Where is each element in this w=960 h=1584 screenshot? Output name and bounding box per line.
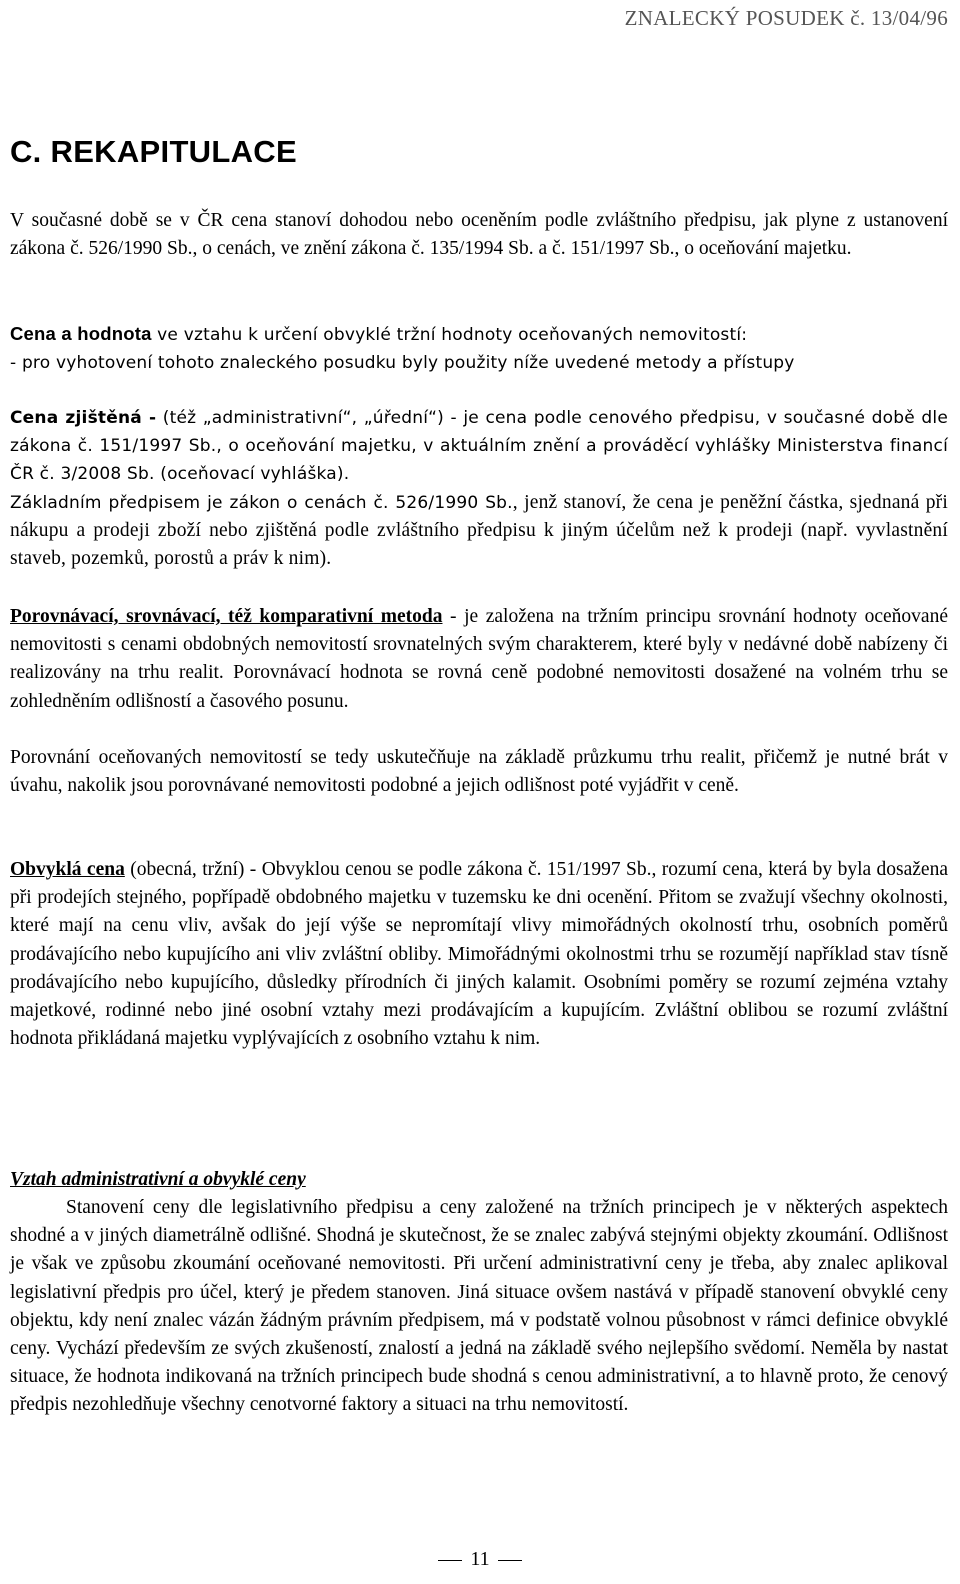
porovnavaci-paragraph-2: Porovnání oceňovaných nemovitostí se tedy uskutečňuje na základě průzkumu trhu realit, přičemž je nutné brát v úvahu, nakolik jsou porovnávané nemovitosti podobné a jejich odlišnost poté vyjádřit v ceně.: [10, 747, 948, 797]
obvykla-term: Obvyklá cena: [10, 859, 125, 880]
porovnavaci-paragraph: [10, 603, 948, 716]
cena-zjistena-text2b: , jenž stanoví, že cena je peněžní částka, sjednaná při nákupu a prodeji zboží nebo zjištěná podle zvláštního předpisu k jiným účelům než k prodeji (např. vyvlastnění staveb, pozemků, porostů a práv k nim).: [10, 491, 948, 570]
cena-zjistena-text: (též „administrativní“, „úřední“) - je cena podle cenového předpisu, v současné době dle zákona č. 151/1997 Sb., o oceňování majetku, v aktuálním znění a prováděcí vyhlášky Ministerstva financí ČR č. 3/2008 Sb. (oceňovací vyhláška).: [10, 408, 948, 485]
cena-hodnota-term: Cena a hodnota: [10, 323, 152, 344]
cena-hodnota-paragraph: [10, 320, 948, 377]
footer-dash-right: [498, 1560, 522, 1561]
section-title: C. REKAPITULACE: [10, 134, 297, 169]
porovnavaci-text: - je založena na tržním principu srovnání hodnoty oceňované nemovitosti s cenami obdobných nemovitostí srovnatelných svým charakterem, které byly v nedávné době nabízeny či realizovány na trhu realit. Porovnávací hodnota se rovná ceně podobné nemovitosti dosažené na volném trhu se zohledněním odlišností a časového posunu.: [10, 606, 948, 712]
obvykla-text: (obecná, tržní) - Obvyklou cenou se podle zákona č. 151/1997 Sb., rozumí cena, která by byla dosažena při prodejích stejného, popřípadě obdobného majetku v tuzemsku ke dni ocenění. Přitom se zvažují všechny okolnosti, které mají na cenu vliv, avšak do její výše se nepromítají vlivy mimořádných okolností trhu, osobních poměrů prodávajícího nebo kupujícího ani vliv zvláštní obliby. Mimořádnými okolnostmi trhu se rozumějí například stav tísně prodávajícího nebo kupujícího, důsledky přírodních či jiných kalamit. Osobními poměry se rozumí zejména vztahy majetkové, rodinné nebo jiné osobní vztahy mezi prodávajícím a kupujícím. Zvláštní oblibou se rozumí zvláštní hodnota přikládaná majetku vyplývajících z osobního vztahu k nim.: [10, 859, 948, 1050]
cena-hodnota-line2: - pro vyhotovení tohoto znaleckého posudku byly použity níže uvedené metody a přístupy: [10, 353, 795, 374]
obvykla-paragraph: [10, 856, 948, 1053]
cena-zjistena-paragraph: [10, 404, 948, 573]
cena-zjistena-text2a: Základním předpisem je zákon o cenách č. 526/1990 Sb.: [10, 492, 513, 513]
page-number: 11: [0, 1548, 960, 1571]
intro-paragraph: V současné době se v ČR cena stanoví dohodou nebo oceněním podle zvláštního předpisu, jak plyne z ustanovení zákona č. 526/1990 Sb., o cenách, ve znění zákona č. 135/1994 Sb. a č. 151/1997 Sb., o oceňování majetku.: [10, 210, 948, 260]
cena-hodnota-text: ve vztahu k určení obvyklé tržní hodnoty oceňovaných nemovitostí:: [151, 325, 748, 345]
footer-dash-left: [438, 1560, 462, 1561]
vztah-paragraph: Stanovení ceny dle legislativního předpisu a ceny založené na tržních principech je v některých aspektech shodné a v jiných diametrálně odlišné. Shodná je skutečnost, že se znalec zabývá stejnými objekty zkoumání. Odlišnost je však ve způsobu zkoumání oceňované nemovitosti. Při určení administrativní ceny je třeba, aby znalec aplikoval legislativní předpis pro účel, který je předem stanoven. Jiná situace ovšem nastává v případě stanovení obvyklé ceny objektu, kdy není znalec vázán žádným právním předpisem, má v podstatě volnou působnost v rámci definice obvyklé ceny. Vychází především ze svých zkušeností, znalostí a jedná na základě svého nejlepšího svědomí. Neměla by nastat situace, že hodnota indikovaná na tržních principech bude shodná s cenou administrativní, a to hlavně proto, že cenový předpis nezohledňuje všechny cenotvorné faktory a situaci na trhu nemovitostí.: [10, 1197, 948, 1416]
cena-zjistena-term: Cena zjištěná -: [10, 408, 157, 428]
vztah-title: Vztah administrativní a obvyklé ceny: [10, 1169, 306, 1190]
porovnavaci-term: Porovnávací, srovnávací, též komparativní metoda: [10, 606, 443, 627]
page-header: ZNALECKÝ POSUDEK č. 13/04/96: [624, 6, 948, 30]
